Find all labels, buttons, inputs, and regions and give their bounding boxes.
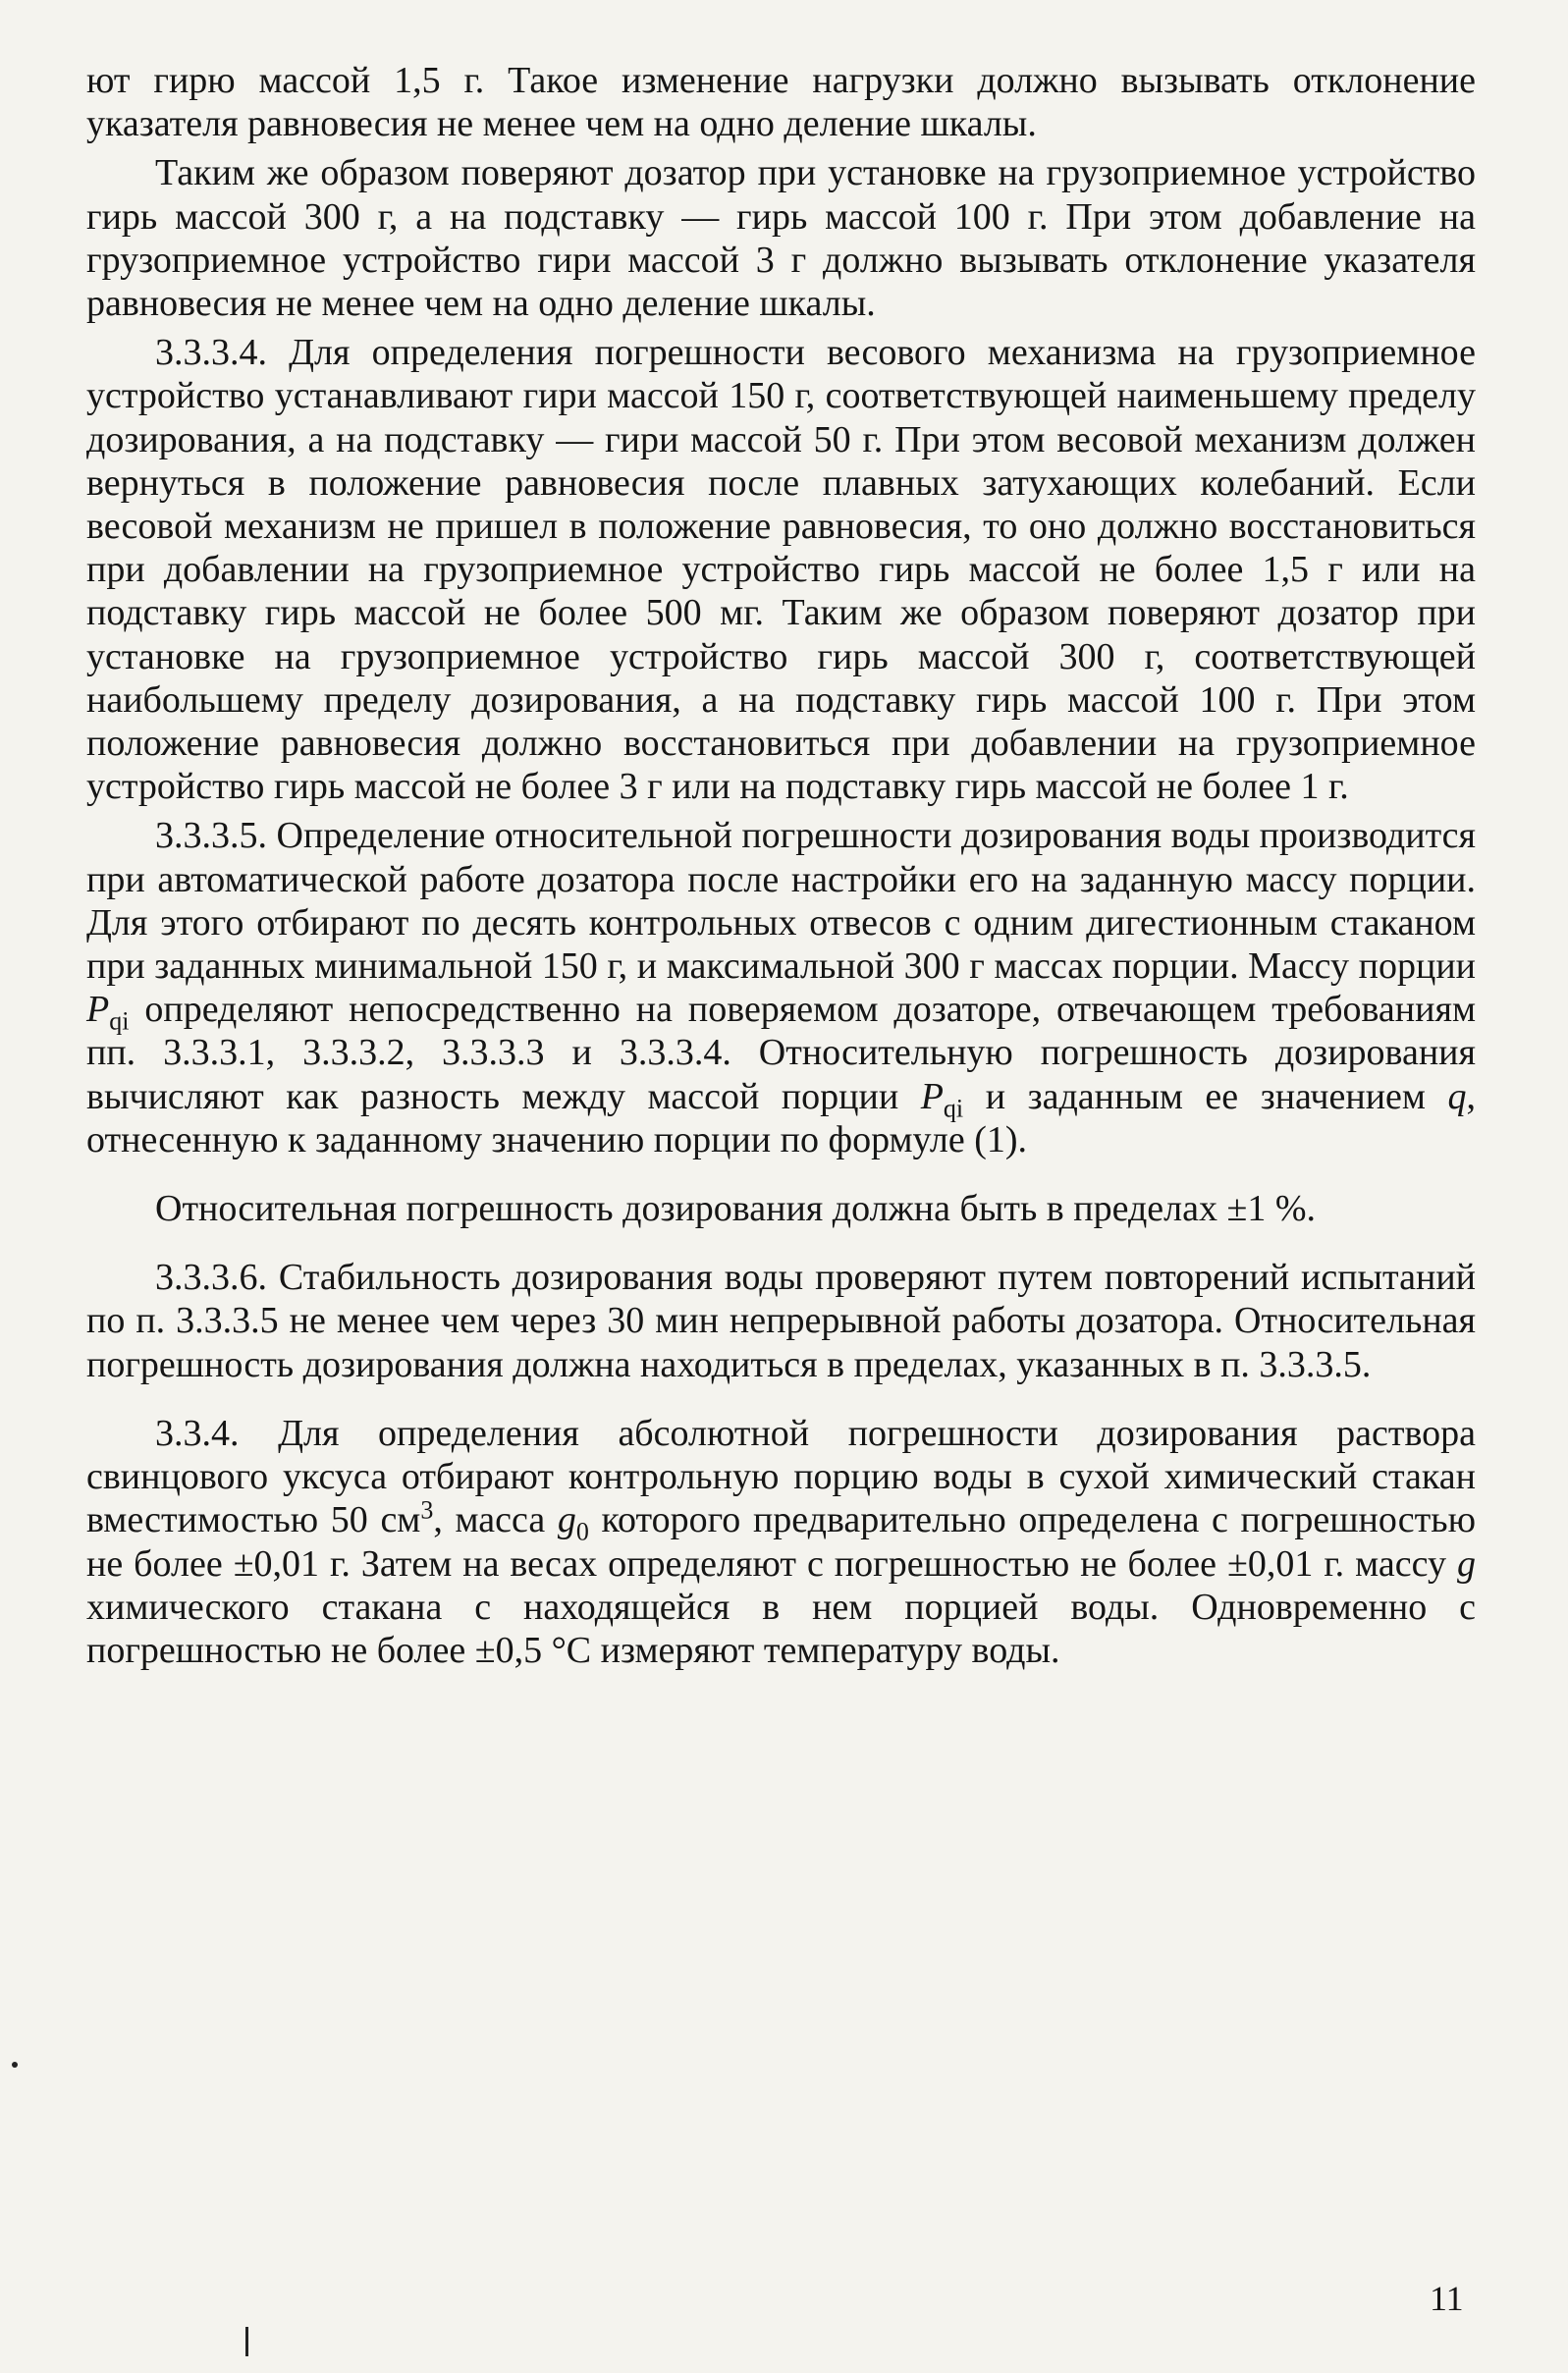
paragraph-3-3-3-5: 3.3.3.5. Определение относительной погрешности дозирования воды производится при автоматической работе дозатора после настройки его на заданную массу порции. Для этого отбирают по десять контрольных отвесов с одним дигестионным стаканом при заданных минимальной 150 г, и максимальной 300 г массах порции. Массу порции $P_{qi}$ определяют непосредственно на поверяемом дозаторе, отвечающем требованиям пп. 3.3.3.1, 3.3.3.2, 3.3.3.3 и 3.3.3.4. Относительную погрешность дозирования вычисляют как разность между массой порции $P_{qi}$ и заданным ее значением q, отнесенную к заданному значению порции по формуле (1). (86, 815, 1476, 1160)
scan-speck (245, 2327, 248, 2356)
variable-q: q (1447, 1075, 1467, 1117)
scan-speck (12, 2062, 18, 2068)
subscript-qi: qi (109, 1006, 130, 1036)
variable-p: P (86, 989, 110, 1031)
paragraph-3-3-3-4: 3.3.3.4. Для определения погрешности весового механизма на грузоприемное устройство устанавливают гири массой 150 г, соответствующей наименьшему пределу дозирования, а на подставку — гири массой 50 г. При этом весовой механизм должен вернуться в положение равновесия после плавных затухающих колебаний. Если весовой механизм не пришел в положение равновесия, то оно должно восстановиться при добавлении на грузоприемное устройство гирь массой не более 1,5 г или на подставку гирь массой не более 500 мг. Таким же образом поверяют дозатор при установке на грузоприемное устройство гирь массой 300 г, соответствующей наибольшему пределу дозирования, а на подставку гирь массой 100 г. При этом положение равновесия должно восстановиться при добавлении на грузоприемное устройство гирь массой не более 3 г или на подставку гирь массой не более 1 г. (86, 332, 1476, 808)
variable-g: g (1457, 1542, 1476, 1585)
variable-p: P (920, 1075, 944, 1117)
variable-g: g (557, 1499, 576, 1541)
document-page (86, 59, 1476, 1672)
paragraph-verification-300g: Таким же образом поверяют дозатор при установке на грузоприемное устройство гирь массой 300 г, а на подставку — гирь массой 100 г. При этом добавление на грузоприемное устройство гири массой 3 г должно вызывать отклонение указателя равновесия не менее чем на одно деление шкалы. (86, 152, 1476, 325)
paragraph-continuation: ют гирю массой 1,5 г. Такое изменение нагрузки должно вызывать отклонение указателя равновесия не менее чем на одно деление шкалы. (86, 60, 1476, 145)
superscript-3: 3 (420, 1495, 434, 1525)
page-number: 11 (1430, 2279, 1464, 2318)
paragraph-3-3-3-6: 3.3.3.6. Стабильность дозирования воды проверяют путем повторений испытаний по п. 3.3.3.5 не менее чем через 30 мин непрерывной работы дозатора. Относительная погрешность дозирования должна находиться в пределах, указанных в п. 3.3.3.5. (86, 1257, 1476, 1385)
subscript-0: 0 (575, 1517, 589, 1546)
paragraph-3-3-4: 3.3.4. Для определения абсолютной погрешности дозирования раствора свинцового уксуса отбирают контрольную порцию воды в сухой химический стакан вместимостью 50 $см^3$, масса $g_0$ которого предварительно определена с погрешностью не более ±0,01 г. Затем на весах определяют с погрешностью не более ±0,01 г. массу g химического стакана с находящейся в нем порцией воды. Одновременно с погрешностью не более ±0,5 °С измеряют температуру воды. (86, 1412, 1476, 1671)
paragraph-relative-error: Относительная погрешность дозирования должна быть в пределах ±1 %. (155, 1188, 1316, 1230)
subscript-qi: qi (943, 1094, 964, 1123)
